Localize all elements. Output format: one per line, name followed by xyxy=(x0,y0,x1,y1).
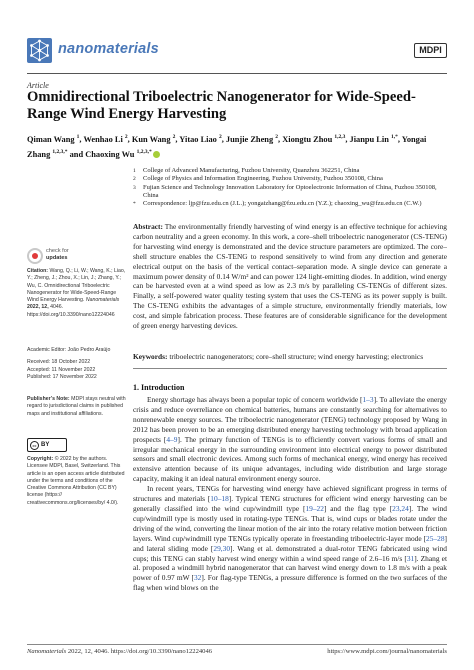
author-name[interactable]: Yongai Zhang xyxy=(27,134,427,160)
keywords-text: triboelectric nanogenerators; core–shell structure; wind energy harvesting; electronics xyxy=(169,352,424,361)
reference-link[interactable]: 29,30 xyxy=(213,543,231,553)
author-affiliation-mark: 2 xyxy=(124,134,128,140)
affiliation-text: Fujian Science and Technology Innovation Laboratory for Optoelectronic Information of China, Fuzhou 350108, China xyxy=(143,183,437,199)
citation-block xyxy=(27,268,127,319)
academic-editor: Academic Editor: João Pedro Araújo xyxy=(27,347,111,353)
author-name[interactable]: Jianpu Lin xyxy=(349,134,391,144)
citation-doi[interactable]: 4046. https://doi.org/10.3390/nano12224046 xyxy=(27,304,115,318)
affiliation-mark: * xyxy=(133,201,136,208)
check-for-updates-badge[interactable] xyxy=(27,246,79,268)
author-list: Qiman Wang $^1$, Wenhao Li $^2$, Kun Wang $^2$, Yitao Liao $^2$, Junjie Zheng $^2$, Xiongtu Zhou $^{1,2,3}$, Jianpu Lin $^{1,*}$, Yongai Zhang $^{1,2,3,*}$ and Chaoxing Wu $^{1,2,3,*}$ xyxy=(27,134,427,160)
section-heading-introduction: 1. Introduction xyxy=(133,383,185,392)
received-date: Received: 18 October 2022 xyxy=(27,359,91,366)
journal-name[interactable]: nanomaterials xyxy=(58,41,159,57)
cc-by-label: BY xyxy=(41,442,50,448)
author-affiliation-mark: 1,2,3 xyxy=(334,134,346,140)
affiliation-mark: 1 xyxy=(133,168,136,174)
footer-journal-link[interactable]: https://www.mdpi.com/journal/nanomaterials xyxy=(327,648,447,655)
author-name[interactable]: Junjie Zheng xyxy=(225,134,276,144)
article-type: Article xyxy=(27,81,49,90)
footer-details[interactable]: 2022, 12, 4046. https://doi.org/10.3390/nano12224046 xyxy=(67,648,213,655)
author-affiliation-mark: 1,* xyxy=(390,134,398,140)
published-date: Published: 17 November 2022 xyxy=(27,373,97,380)
affiliation-item xyxy=(133,200,447,208)
publisher-note xyxy=(27,396,127,418)
header-divider xyxy=(27,73,447,74)
reference-link[interactable]: 19–22 xyxy=(305,503,324,513)
introduction-body xyxy=(133,395,447,593)
journal-logo-icon xyxy=(27,38,52,63)
copyright-block xyxy=(27,456,127,507)
affiliation-mark: 2 xyxy=(133,176,136,183)
reference-link[interactable]: 25–28 xyxy=(426,533,445,543)
affiliation-text: College of Advanced Manufacturing, Fuzhou University, Quanzhou 362251, China xyxy=(143,167,360,174)
abstract-text: The environmentally friendly harvesting of wind energy is an effective technique for achieving carbon neutrality and a green economy. In this work, a core–shell triboelectric nanogenerator (CS-TENG) for harvesting wind energy is demonstrated and the device structure parameters are optimized. The core–shell structure enables the CS-TENG to respond sensitively to wind from any direction and generate electrical output on the basis of the vertical contact–separation mode. A single device can generate a maximum power density of 0.14 W/m² and can power 124 light-emitting diodes. In addition, wind energy can be harvested even at a wind speed as low as 2.3 m/s by paralleling CS-TENGs of different sizes. Finally, a self-powered water quality testing system that uses the CS-TENG as its power supply is built. The CS-TENG exhibits the advantages of a simple structure, environmentally friendly materials, low cost, and simple fabrication process. These features are of considerable significance for the development of green energy harvesting devices. xyxy=(133,222,447,331)
author-name[interactable]: Wenhao Li xyxy=(83,134,125,144)
check-updates-line1: check for xyxy=(46,248,69,254)
author-affiliation-mark: 1 xyxy=(76,134,80,140)
affiliation-text: College of Physics and Information Engineering, Fuzhou University, Fuzhou 350108, China xyxy=(143,175,383,183)
copyright-text: © 2022 by the authors. Licensee MDPI, Basel, Switzerland. This article is an open access article distributed under the terms and conditions of the Creative Commons Attribution (CC BY) license (https:// creativecommons.org/licenses/by/ 4.0/). xyxy=(27,456,125,506)
publisher-note-text: MDPI stays neutral with regard to jurisdictional claims in published maps and institutional affiliations. xyxy=(27,396,126,417)
author-name[interactable]: Yitao Liao xyxy=(179,134,219,144)
orcid-icon[interactable] xyxy=(153,151,160,158)
author-affiliation-mark: 1,2,3,* xyxy=(52,149,68,156)
author-affiliation-mark: 2 xyxy=(218,134,222,140)
cc-icon: cc xyxy=(30,441,39,450)
affiliation-mark: 3 xyxy=(133,184,136,191)
footer-citation xyxy=(27,648,212,655)
check-updates-line2: updates xyxy=(46,254,68,261)
footer-divider xyxy=(27,644,447,645)
author-name[interactable]: Qiman Wang xyxy=(27,134,77,144)
reference-link[interactable]: 4–9 xyxy=(166,434,178,444)
abstract-label: Abstract: xyxy=(133,222,163,231)
reference-link[interactable]: 23,24 xyxy=(392,503,409,513)
check-updates-icon xyxy=(27,248,43,264)
citation-year-vol: 2022, 12, xyxy=(27,304,49,311)
author-affiliation-mark: 2 xyxy=(172,134,176,140)
author-name[interactable]: Xiongtu Zhou xyxy=(282,134,335,144)
article-title: Omnidirectional Triboelectric Nanogenerator for Wide-Speed-Range Wind Energy Harvesting xyxy=(27,89,416,122)
author-affiliation-mark: 2 xyxy=(275,134,278,140)
citation-label: Citation: xyxy=(27,268,49,274)
author-affiliation-mark: 1,2,3,* xyxy=(136,149,152,156)
footer-journal: Nanomaterials xyxy=(27,648,67,655)
introduction-paragraph-2: In recent years, TENGs for harvesting wind energy have achieved significant progress in terms of structures and materials [10–18]. Typical TENG structures for efficient wind energy harvesting can be generally classified into the wind cup/windmill type [19–22] and the flag type [23,24]. The wind cup/windmill type is mostly used in rotating-type TENGs. That is, wind cups or blades rotate under the driving of the wind, converting the linear motion of the air into the rotary relative motion between friction layers. Wind cup/windmill type TENGs typically operate in freestanding triboelectric-layer mode [25–28] and lateral sliding mode [29,30]. Wang et al. demonstrated a dual-rotor TENG fabricated using wind cups; this TENG can stably harvest wind energy within a wind speed range of 2.6–16 m/s [31]. Zhang et al. proposed a windmill hybrid nanogenerator that can harvest wind energy down to 1.8 m/s with a peak power of 0.97 mW [32]. For flag-type TENGs, a pressure difference is formed on the two surfaces of the flag when wind blows on the xyxy=(133,484,447,593)
reference-link[interactable]: 10–18 xyxy=(210,494,229,504)
keywords xyxy=(133,352,447,362)
author-name[interactable]: Kun Wang xyxy=(131,134,173,144)
reference-link[interactable]: 31 xyxy=(406,553,415,563)
accepted-date: Accepted: 11 November 2022 xyxy=(27,366,96,373)
mdpi-logo[interactable]: MDPI xyxy=(414,43,447,58)
keywords-label: Keywords: xyxy=(133,352,168,361)
citation-journal: Nanomaterials xyxy=(85,297,120,304)
affiliation-item xyxy=(133,184,447,201)
cc-by-license-badge[interactable] xyxy=(27,438,67,452)
copyright-label: Copyright: xyxy=(27,456,54,462)
publisher-note-label: Publisher’s Note: xyxy=(27,396,70,402)
author-name[interactable]: Chaoxing Wu xyxy=(85,150,137,160)
abstract xyxy=(133,222,447,331)
reference-link[interactable]: 32 xyxy=(193,573,202,583)
affiliation-item xyxy=(133,167,447,175)
keywords-divider xyxy=(133,368,447,369)
affiliations xyxy=(133,167,447,208)
introduction-paragraph-1: Energy shortage has always been a popular topic of concern worldwide [1–3]. To alleviate the energy crisis and reduce overreliance on chemical batteries, humans are constantly searching for alternatives to nonrenewable energy sources. The triboelectric nanogenerator (TENG) technology proposed by Wang in 2012 has been proven to be an emerging distributed energy harvesting technology with broad application prospects [4–9]. The primary function of TENGs is to efficiently convert various forms of small and irregular mechanical energy in the surrounding environment into electrical energy to power distributed sensors and small electronic devices. Among such forms of mechanical energy, wind energy has received extensive attention because of its unique advantages, including wide distribution and large storage capacity, making it an ideal natural environment energy source. xyxy=(133,395,447,484)
citation-text: Wang, Q.; Li, W.; Wang, K.; Liao, Y.; Zheng, J.; Zhou, X.; Lin, J.; Zhang, Y.; Wu, C. Omnidirectional Triboelectric Nanogenerator for Wide-Speed-Range Wind Energy Harvesting. xyxy=(27,268,126,304)
dates-block xyxy=(27,347,127,381)
reference-link[interactable]: 1–3 xyxy=(362,395,374,404)
affiliation-text: Correspondence: ljp@fzu.edu.cn (J.L.); yongaizhang@fzu.edu.cn (Y.Z.); chaoxing_wu@fzu.edu.cn (C.W.) xyxy=(143,200,422,208)
affiliation-item xyxy=(133,175,447,183)
